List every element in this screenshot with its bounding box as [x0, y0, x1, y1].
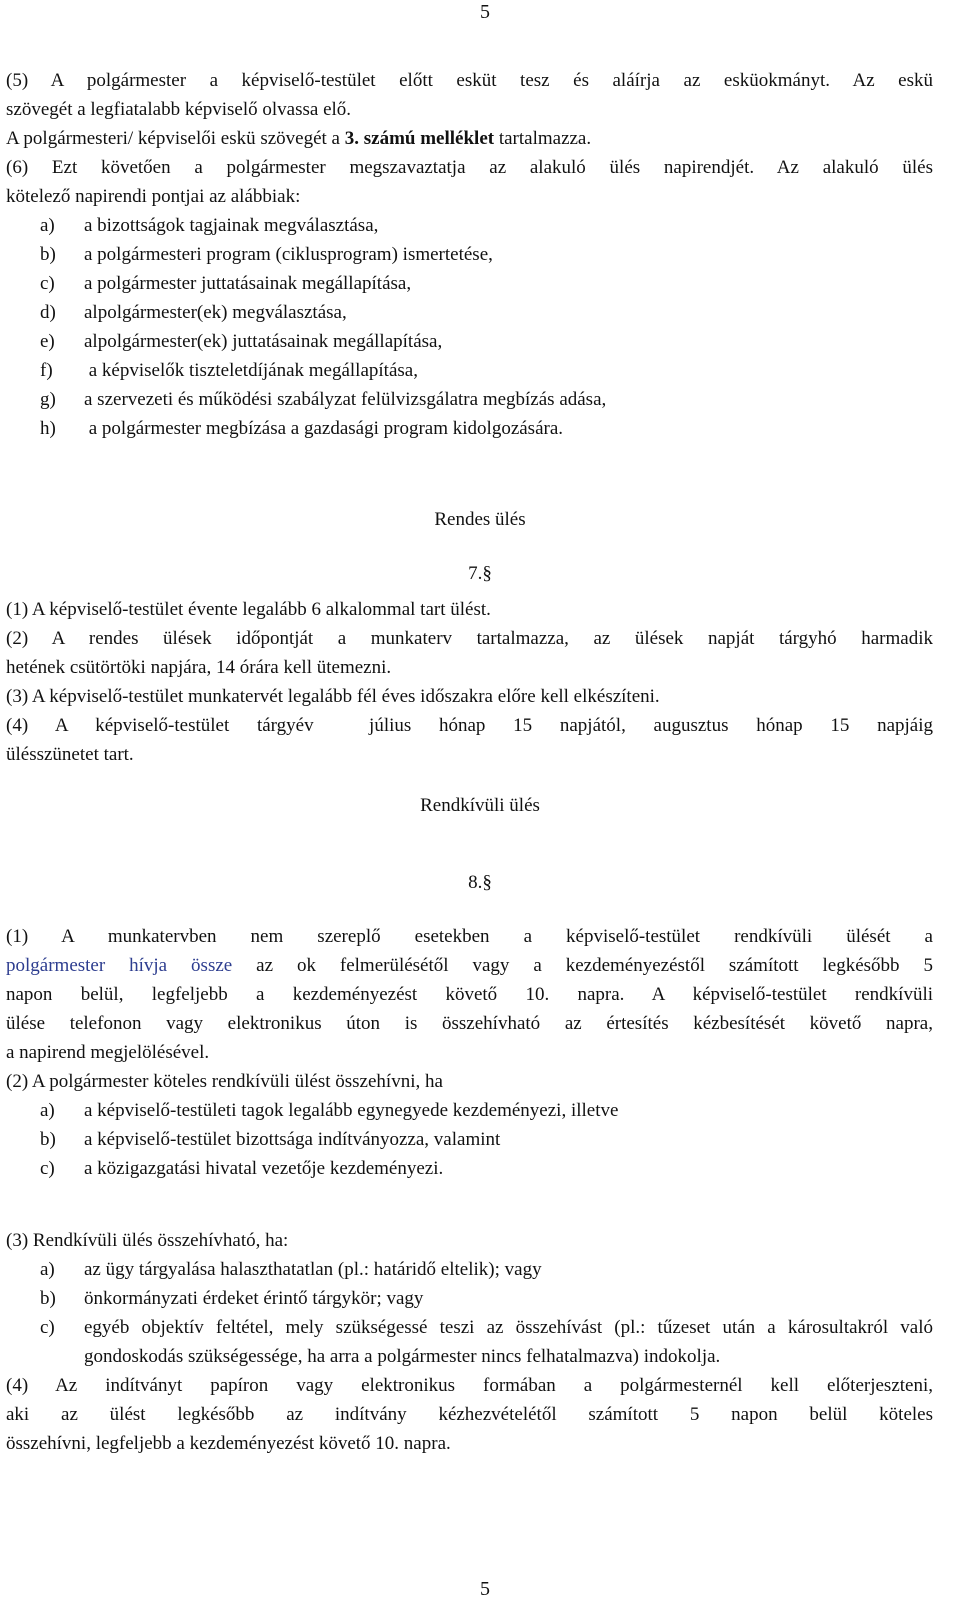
list-item	[6, 1284, 933, 1313]
rendkivuli-paragraph-1-line-4: ülése telefonon vagy elektronikus úton is összehívható az értesítés kézbesítését követő napra,	[6, 1013, 933, 1034]
page-number-top: 5	[480, 1, 490, 23]
list-text: alpolgármester(ek) juttatásainak megállapítása,	[84, 331, 443, 352]
list-item	[6, 414, 933, 443]
mandatory-convene-list	[6, 1096, 933, 1183]
rendkivuli-paragraph-1-line-2	[6, 951, 933, 980]
list-text: a szervezeti és működési szabályzat felülvizsgálatra megbízás adása,	[84, 389, 607, 410]
list-text: az ügy tárgyalása halaszthatatlan (pl.: határidő eltelik); vagy	[84, 1259, 542, 1280]
section-mark-8: 8.§	[468, 872, 492, 893]
list-item	[6, 269, 933, 298]
list-label: c)	[40, 1158, 55, 1179]
page-number-bottom: 5	[480, 1578, 490, 1600]
list-text: egyéb objektív feltétel, mely szükségessé teszi az összehívást (pl.: tűzeset után a károsultakról való gondoskodás szükségessége, ha arra a polgármester nincs felhatalmazva) indokolja.	[84, 1317, 933, 1367]
list-item	[6, 1255, 933, 1284]
rendkivuli-paragraph-4-line-2: aki az ülést legkésőbb az indítvány kézhezvételétől számított 5 napon belül köteles	[6, 1404, 933, 1425]
rendkivuli-paragraph-4-line-1: (4) Az indítványt papíron vagy elektronikus formában a polgármesternél kell előterjeszteni,	[6, 1375, 933, 1396]
list-item	[6, 211, 933, 240]
rendkivuli-paragraph-4-line-3: összehívni, legfeljebb a kezdeményezést követő 10. napra.	[6, 1433, 451, 1454]
section-intro	[6, 66, 933, 443]
list-item	[6, 240, 933, 269]
list-label: f)	[40, 360, 53, 381]
rendkivuli-paragraph-3: (3) Rendkívüli ülés összehívható, ha:	[6, 1230, 289, 1251]
rendkivuli-paragraph-1-line-2-rest: az ok felmerülésétől vagy a kezdeményezéstől számított legkésőbb 5	[232, 955, 933, 976]
list-label: c)	[40, 273, 55, 294]
rendes-paragraph-2-line-2: hetének csütörtöki napjára, 14 órára kell ütemezni.	[6, 657, 392, 678]
section-rendkivuli	[6, 922, 933, 1183]
list-item	[6, 385, 933, 414]
list-text: a képviselő-testület bizottsága indítványozza, valamint	[84, 1129, 501, 1150]
rendkivuli-paragraph-2: (2) A polgármester köteles rendkívüli ülést összehívni, ha	[6, 1071, 443, 1092]
paragraph-5-line-2: szövegét a legfiatalabb képviselő olvassa elő.	[6, 99, 352, 120]
section-mark-7: 7.§	[468, 563, 492, 584]
list-text: a bizottságok tagjainak megválasztása,	[84, 215, 379, 236]
rendes-paragraph-4-line-1: (4) A képviselő-testület tárgyév július hónap 15 napjától, augusztus hónap 15 napjáig	[6, 715, 933, 736]
section-rendes	[6, 595, 933, 769]
list-label: a)	[40, 1100, 55, 1121]
list-label: b)	[40, 1129, 56, 1150]
list-text: alpolgármester(ek) megválasztása,	[84, 302, 347, 323]
list-label: e)	[40, 331, 55, 352]
list-text: a polgármesteri program (ciklusprogram) ismertetése,	[84, 244, 493, 265]
annex-reference: 3. számú melléklet	[344, 128, 495, 149]
annex-text-post: tartalmazza.	[494, 128, 592, 149]
section-heading-rendes: Rendes ülés	[434, 509, 526, 530]
rendes-paragraph-4-line-2: ülésszünetet tart.	[6, 744, 134, 765]
list-label: a)	[40, 1259, 55, 1280]
paragraph-6-line-2: kötelező napirendi pontjai az alábbiak:	[6, 186, 301, 207]
list-text: a képviselő-testületi tagok legalább egynegyede kezdeményezi, illetve	[84, 1100, 619, 1121]
paragraph-6-line-1: (6) Ezt követően a polgármester megszavaztatja az alakuló ülés napirendjét. Az alakuló ülés	[6, 157, 933, 178]
list-item	[6, 1125, 933, 1154]
paragraph-5-line-3	[6, 124, 933, 153]
list-item	[6, 298, 933, 327]
optional-convene-list	[6, 1255, 933, 1371]
rendkivuli-paragraph-1-line-1: (1) A munkatervben nem szereplő esetekben a képviselő-testület rendkívüli ülését a	[6, 926, 933, 947]
list-item	[6, 1313, 933, 1371]
convener-link[interactable]: polgármester hívja össze	[6, 955, 233, 976]
list-item	[6, 327, 933, 356]
list-text: önkormányzati érdeket érintő tárgykör; vagy	[84, 1288, 424, 1309]
list-item	[6, 1096, 933, 1125]
rendes-paragraph-3: (3) A képviselő-testület munkatervét legalább fél éves időszakra előre kell elkészíteni.	[6, 686, 660, 707]
list-text: a polgármester megbízása a gazdasági program kidolgozására.	[84, 418, 564, 439]
list-text: a képviselők tiszteletdíjának megállapítása,	[84, 360, 418, 381]
rendkivuli-paragraph-1-line-5: a napirend megjelölésével.	[6, 1042, 210, 1063]
section-heading-rendkivuli: Rendkívüli ülés	[420, 795, 540, 816]
rendkivuli-paragraph-1-line-3: napon belül, legfeljebb a kezdeményezést követő 10. napra. A képviselő-testület rendkívüli	[6, 984, 933, 1005]
rendes-paragraph-2-line-1: (2) A rendes ülések időpontját a munkaterv tartalmazza, az ülések napját tárgyhó harmadik	[6, 628, 933, 649]
list-item	[6, 1154, 933, 1183]
list-label: c)	[40, 1317, 55, 1338]
list-item	[6, 356, 933, 385]
section-rendkivuli-3-4	[6, 1226, 933, 1458]
list-label: h)	[40, 418, 56, 439]
list-label: b)	[40, 1288, 56, 1309]
list-label: b)	[40, 244, 56, 265]
agenda-list	[6, 211, 933, 443]
list-label: d)	[40, 302, 56, 323]
list-text: a polgármester juttatásainak megállapítása,	[84, 273, 412, 294]
list-text: a közigazgatási hivatal vezetője kezdeményezi.	[84, 1158, 444, 1179]
paragraph-5-line-1: (5) A polgármester a képviselő-testület előtt esküt tesz és aláírja az esküokmányt. Az eskü	[6, 70, 933, 91]
list-label: g)	[40, 389, 56, 410]
rendes-paragraph-1: (1) A képviselő-testület évente legalább 6 alkalommal tart ülést.	[6, 599, 491, 620]
list-label: a)	[40, 215, 55, 236]
annex-text-pre: A polgármesteri/ képviselői eskü szövegét a	[6, 128, 345, 149]
